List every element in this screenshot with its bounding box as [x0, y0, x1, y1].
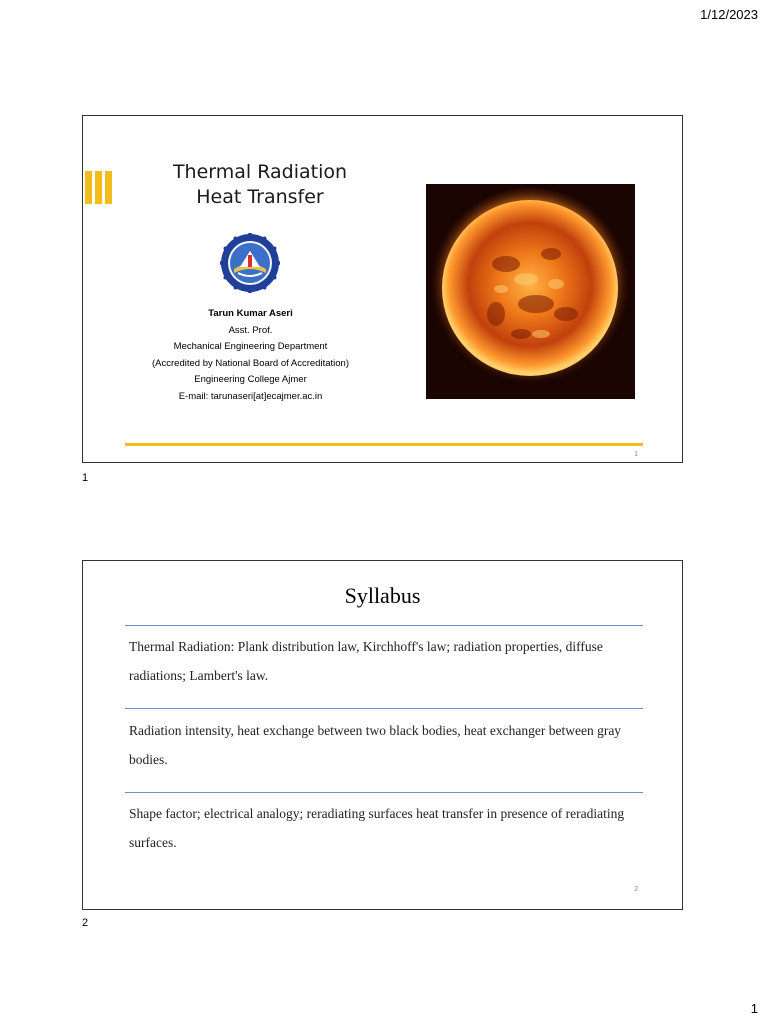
slide-index-label: 2: [82, 917, 89, 929]
sun-image: [426, 184, 635, 399]
syllabus-item: Thermal Radiation: Plank distribution law, Kirchhoff's law; radiation properties, diffuse radiations; Lambert's law.: [129, 639, 603, 683]
divider: [125, 792, 643, 793]
author-name: Tarun Kumar Aseri: [208, 308, 293, 319]
slide-index-label: 1: [82, 472, 89, 484]
slide-1: [82, 115, 683, 463]
title-line-2: Heat Transfer: [196, 186, 324, 208]
author-designation: Asst. Prof.: [228, 324, 273, 336]
college-seal-logo: [220, 233, 280, 293]
slide-2: [82, 560, 683, 910]
divider: [125, 708, 643, 709]
syllabus-item: Radiation intensity, heat exchange between two black bodies, heat exchanger between gray bodies.: [129, 723, 622, 767]
page-date: 1/12/2023: [700, 7, 758, 22]
syllabus-title: Syllabus: [344, 583, 421, 608]
author-email: E-mail: tarunaseri[at]ecajmer.ac.in: [178, 390, 323, 402]
syllabus-item: Shape factor; electrical analogy; reradiating surfaces heat transfer in presence of reradiating surfaces.: [129, 806, 625, 850]
slide-number: 1: [634, 451, 638, 458]
slide-number: 2: [634, 886, 638, 893]
author-department: Mechanical Engineering Department: [173, 341, 328, 352]
page-number: 1: [750, 1001, 758, 1016]
divider: [125, 625, 643, 626]
author-info: [123, 306, 378, 405]
slide-title: [143, 160, 377, 210]
college-name: Engineering College Ajmer: [194, 374, 307, 385]
title-line-1: Thermal Radiation: [172, 161, 348, 183]
accent-bars: [85, 171, 112, 204]
gold-divider: [125, 443, 643, 446]
accreditation-note: (Accredited by National Board of Accreditation): [152, 357, 349, 369]
